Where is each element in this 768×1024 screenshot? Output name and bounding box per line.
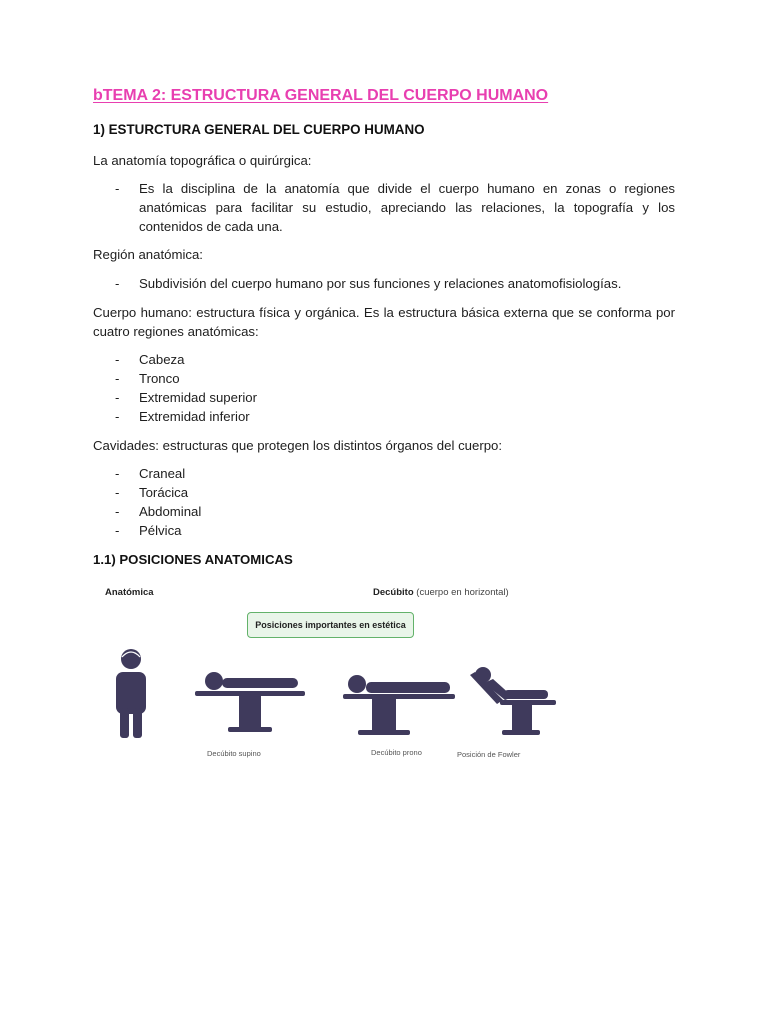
anatomia-definition: Es la disciplina de la anatomía que divide el cuerpo humano en zonas o regiones anatómicas para facilitar su estudio, apreciando las relaciones, la topografía y los contenidos de cada una.	[139, 181, 675, 234]
supine-position-icon	[195, 672, 305, 732]
standing-figure-icon	[116, 649, 146, 738]
list-item	[115, 502, 201, 521]
list-item	[115, 407, 257, 426]
section-heading: 1) ESTURCTURA GENERAL DEL CUERPO HUMANO	[93, 122, 425, 137]
list-item	[115, 369, 257, 388]
label-decubito-sub: (cuerpo en horizontal)	[416, 587, 509, 598]
anatomical-positions-figure	[100, 580, 570, 765]
cavidades-list	[115, 464, 201, 540]
cavidad-item: Craneal	[139, 466, 186, 481]
cavidad-item: Torácica	[139, 485, 189, 500]
bullet-dash: -	[115, 276, 120, 291]
caption-supino: Decúbito supino	[207, 749, 261, 758]
positions-heading: 1.1) POSICIONES ANATOMICAS	[93, 552, 293, 567]
list-item	[115, 179, 675, 236]
cavidad-item: Pélvica	[139, 523, 182, 538]
bullet-dash: -	[115, 409, 120, 424]
cuerpo-paragraph: Cuerpo humano: estructura física y orgánica. Es la estructura básica externa que se conforma por cuatro regiones anatómicas:	[93, 305, 675, 339]
label-decubito: Decúbito	[373, 587, 414, 598]
list-item	[115, 464, 201, 483]
caption-fowler: Posición de Fowler	[457, 750, 521, 759]
anatomia-label: La anatomía topográfica o quirúrgica:	[93, 153, 312, 168]
region-item: Extremidad superior	[139, 390, 258, 405]
list-item	[115, 350, 257, 369]
cavidades-label: Cavidades: estructuras que protegen los distintos órganos del cuerpo:	[93, 438, 503, 453]
region-definition: Subdivisión del cuerpo humano por sus funciones y relaciones anatomofisiologías.	[139, 276, 622, 291]
important-positions-box: Posiciones importantes en estética	[247, 612, 414, 638]
list-item	[115, 483, 201, 502]
region-item: Cabeza	[139, 352, 185, 367]
anatomia-list	[115, 179, 675, 236]
bullet-dash: -	[115, 466, 120, 481]
region-item: Extremidad inferior	[139, 409, 250, 424]
region-label: Región anatómica:	[93, 247, 203, 262]
bullet-dash: -	[115, 504, 120, 519]
bullet-dash: -	[115, 485, 120, 500]
bullet-dash: -	[115, 371, 120, 386]
list-item	[115, 388, 257, 407]
bullet-dash: -	[115, 352, 120, 367]
label-anatomica: Anatómica	[105, 587, 154, 598]
bullet-dash: -	[115, 390, 120, 405]
cavidad-item: Abdominal	[139, 504, 202, 519]
region-list	[115, 274, 675, 293]
fowler-position-icon	[470, 667, 556, 735]
regiones-list	[115, 350, 257, 426]
document-title: bTEMA 2: ESTRUCTURA GENERAL DEL CUERPO HUMANO	[93, 87, 549, 104]
region-item: Tronco	[139, 371, 180, 386]
list-item	[115, 274, 675, 293]
prone-position-icon	[343, 675, 455, 735]
caption-prono: Decúbito prono	[371, 748, 422, 757]
bullet-dash: -	[115, 181, 120, 196]
bullet-dash: -	[115, 523, 120, 538]
label-decubito-group	[373, 587, 509, 598]
list-item	[115, 521, 201, 540]
positions-illustration	[100, 580, 570, 765]
